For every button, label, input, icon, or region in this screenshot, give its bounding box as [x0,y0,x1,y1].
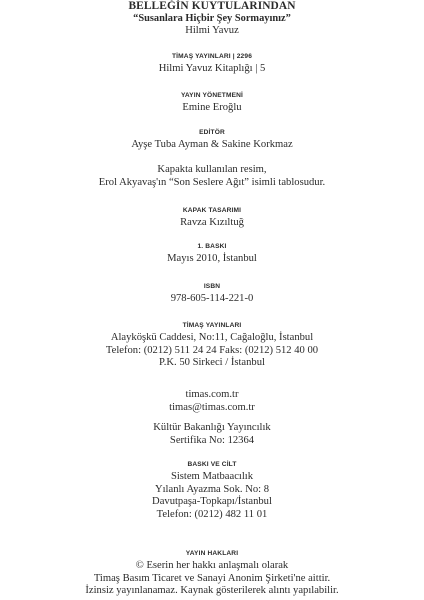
publisher-series-block [0,53,424,76]
series-label: Hilmi Yavuz Kitaplığı | 5 [158,63,266,74]
editorial-director-block [0,92,424,115]
editor-block [0,129,424,152]
publisher-contact-heading: TİMAŞ YAYINLARI [182,322,242,329]
edition-block [0,243,424,266]
web-block [0,389,424,414]
author-name: Hilmi Yavuz [185,25,239,37]
editor-heading: EDİTÖR [199,129,225,136]
certificate-line: Kültür Bakanlığı Yayıncılık [153,422,271,433]
email-text: timas@timas.com.tr [169,401,255,413]
printer-address: Yılanlı Ayazma Sok. No: 8 [154,483,270,495]
edition-value: Mayıs 2010, İstanbul [167,253,257,264]
publisher-number-label: TİMAŞ YAYINLARI | 2296 [171,53,253,60]
rights-block [0,550,424,598]
cover-note-line: Kapakta kullanılan resim, [157,164,267,175]
series-title: BELLEĞİN KUYTULARINDAN [128,0,296,12]
certificate-block [0,422,424,447]
printing-heading: BASKI VE CİLT [187,461,237,468]
title-block [0,0,424,38]
book-title: “Susanlara Hiçbir Şey Sormayınız” [133,13,291,24]
isbn-value: 978-605-114-221-0 [170,293,254,304]
certificate-number: Sertifika No: 12364 [169,434,255,446]
website-text: timas.com.tr [185,389,239,400]
rights-line: Timaş Basım Ticaret ve Sanayi Anonim Şirketi'ne aittir. [93,572,331,584]
isbn-block [0,283,424,306]
printing-block [0,461,424,521]
cover-note-line: Erol Akyavaş'ın “Son Seslere Ağıt” isimli tablosudur. [98,176,326,188]
editorial-director-heading: YAYIN YÖNETMENİ [180,92,244,99]
rights-heading: YAYIN HAKLARI [185,550,239,557]
editorial-director-name: Emine Eroğlu [182,102,242,113]
printer-name: Sistem Matbaacılık [170,471,254,482]
publisher-po-box: P.K. 50 Sirkeci / İstanbul [159,357,265,369]
printer-phone: Telefon: (0212) 482 11 01 [156,508,268,520]
cover-design-name: Ravza Kızıltuğ [180,217,244,228]
printer-district: Davutpaşa-Topkapı/İstanbul [152,496,272,508]
cover-design-block [0,207,424,230]
rights-line: © Eserin her hakkı anlaşmalı olarak [135,560,289,571]
rights-line: İzinsiz yayınlanamaz. Kaynak gösterilerek alıntı yapılabilir. [85,585,339,597]
publisher-address: Alayköşkü Caddesi, No:11, Cağaloğlu, İstanbul [110,332,314,343]
cover-design-heading: KAPAK TASARIMI [182,207,242,214]
isbn-heading: ISBN [203,283,221,290]
edition-heading: 1. BASKI [197,243,227,250]
cover-note-block [0,164,424,189]
publisher-phone-fax: Telefon: (0212) 511 24 24 Faks: (0212) 512 40 00 [105,344,319,356]
publisher-contact-block [0,322,424,370]
editor-name: Ayşe Tuba Ayman & Sakine Korkmaz [131,139,293,150]
